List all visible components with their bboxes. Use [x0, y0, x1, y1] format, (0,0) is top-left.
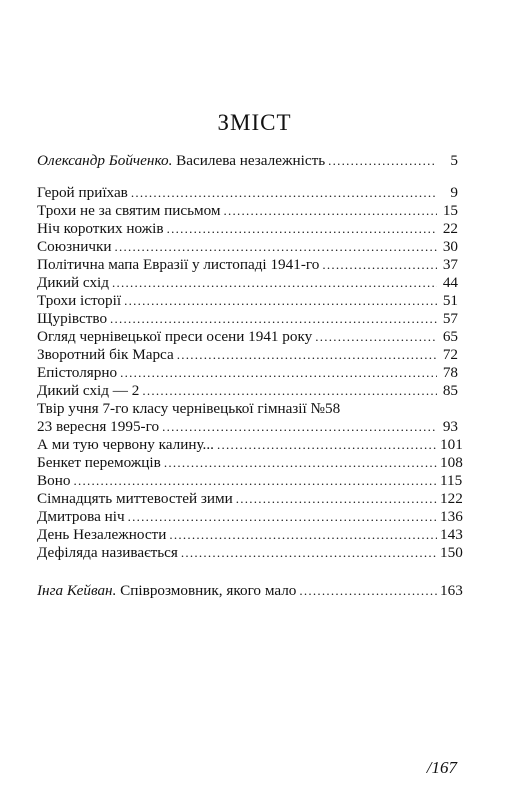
toc-page-number: 44 — [442, 274, 458, 291]
toc-title: Твір учня 7-го класу чернівецької гімназії №58 — [37, 400, 341, 417]
toc-entry — [37, 582, 463, 600]
toc-title: Дмитрова ніч — [37, 508, 125, 525]
dot-leader — [177, 346, 437, 364]
toc-page-number: 9 — [450, 184, 458, 201]
toc-entry — [37, 508, 463, 526]
toc-entry — [37, 544, 463, 562]
toc-title: Епістолярно — [37, 364, 118, 381]
toc-title: День Незалежности — [37, 526, 167, 543]
toc-page-number: 5 — [450, 152, 458, 169]
toc-entry — [37, 454, 463, 472]
toc-title: Трохи історії — [37, 292, 122, 309]
dot-leader — [169, 526, 437, 544]
toc-entry — [37, 184, 458, 202]
toc-entry — [37, 400, 458, 418]
dot-leader — [124, 292, 437, 310]
toc-title: Союзнички — [37, 238, 112, 255]
toc-title: 23 вересня 1995-го — [37, 418, 160, 435]
toc-entry — [37, 346, 458, 364]
page-folio: /167 — [426, 758, 457, 777]
toc-page-number: 30 — [442, 238, 458, 255]
toc-entry — [37, 292, 458, 310]
dot-leader — [164, 454, 437, 472]
dot-leader — [110, 310, 437, 328]
toc-page-number: 163 — [440, 582, 463, 599]
toc-title: Щурівство — [37, 310, 108, 327]
toc-page-number: 22 — [442, 220, 458, 237]
dot-leader — [73, 472, 437, 490]
page-title: ЗМІСТ — [217, 110, 292, 135]
toc-title: Зворотний бік Марса — [37, 346, 174, 363]
toc-entry — [37, 152, 458, 170]
toc-page-number: 37 — [442, 256, 458, 273]
toc-page-number: 150 — [440, 544, 463, 561]
toc-title: Дикий схід — [37, 274, 109, 291]
toc-author: Інга Кейван. — [37, 582, 117, 599]
dot-leader — [217, 436, 437, 454]
toc-title: Дикий схід — 2 — [37, 382, 140, 399]
toc-page-number: 108 — [440, 454, 463, 471]
toc-page-number: 115 — [440, 472, 463, 489]
dot-leader — [328, 152, 437, 170]
dot-leader — [315, 328, 437, 346]
toc-title: Герой приїхав — [37, 184, 128, 201]
dot-leader — [236, 490, 437, 508]
toc-page-number: 72 — [442, 346, 458, 363]
toc-page-number: 15 — [442, 202, 458, 219]
dot-leader — [131, 184, 437, 202]
toc-entry — [37, 238, 458, 256]
toc-title: Воно — [37, 472, 71, 489]
toc-title: Співрозмовник, якого мало — [120, 582, 297, 599]
dot-leader — [224, 202, 437, 220]
toc-entry — [37, 418, 458, 436]
dot-leader — [112, 274, 437, 292]
dot-leader — [142, 382, 437, 400]
toc-page-number: 51 — [442, 292, 458, 309]
toc-page-number: 136 — [440, 508, 463, 525]
toc-title: Трохи не за святим письмом — [37, 202, 221, 219]
toc-title: Огляд чернівецької преси осени 1941 року — [37, 328, 313, 345]
dot-leader — [322, 256, 437, 274]
dot-leader — [120, 364, 437, 382]
toc-page-number: 85 — [442, 382, 458, 399]
toc-entry — [37, 310, 458, 328]
toc-title: Бенкет переможців — [37, 454, 161, 471]
toc-entry — [37, 436, 463, 454]
dot-leader — [299, 582, 437, 600]
toc-author: Олександр Бойченко. — [37, 152, 173, 169]
toc-title: Сімнадцять миттевостей зими — [37, 490, 233, 507]
toc-page-number: 78 — [442, 364, 458, 381]
toc-page-number: 57 — [442, 310, 458, 327]
toc-title: Політична мапа Евразії у листопаді 1941-го — [37, 256, 320, 273]
toc-page-number: 143 — [440, 526, 463, 543]
toc-page-number: 101 — [440, 436, 463, 453]
dot-leader — [114, 238, 437, 256]
toc-title: Дефіляда називається — [37, 544, 178, 561]
toc-title: Василева незалежність — [176, 152, 326, 169]
dot-leader — [181, 544, 437, 562]
toc-page-number: 93 — [442, 418, 458, 435]
table-of-contents — [37, 152, 463, 600]
toc-entry — [37, 490, 463, 508]
dot-leader — [167, 220, 437, 238]
toc-entry — [37, 382, 458, 400]
toc-entry — [37, 472, 463, 490]
toc-title: Ніч коротких ножів — [37, 220, 164, 237]
dot-leader — [162, 418, 437, 436]
toc-entry — [37, 526, 463, 544]
toc-page-number: 65 — [442, 328, 458, 345]
toc-entry — [37, 256, 458, 274]
toc-entry — [37, 274, 458, 292]
toc-entry — [37, 364, 458, 382]
toc-title: А ми тую червону калину... — [37, 436, 214, 453]
toc-entry — [37, 202, 458, 220]
toc-entry — [37, 220, 458, 238]
toc-page-number: 122 — [440, 490, 463, 507]
toc-entry — [37, 328, 458, 346]
dot-leader — [128, 508, 437, 526]
